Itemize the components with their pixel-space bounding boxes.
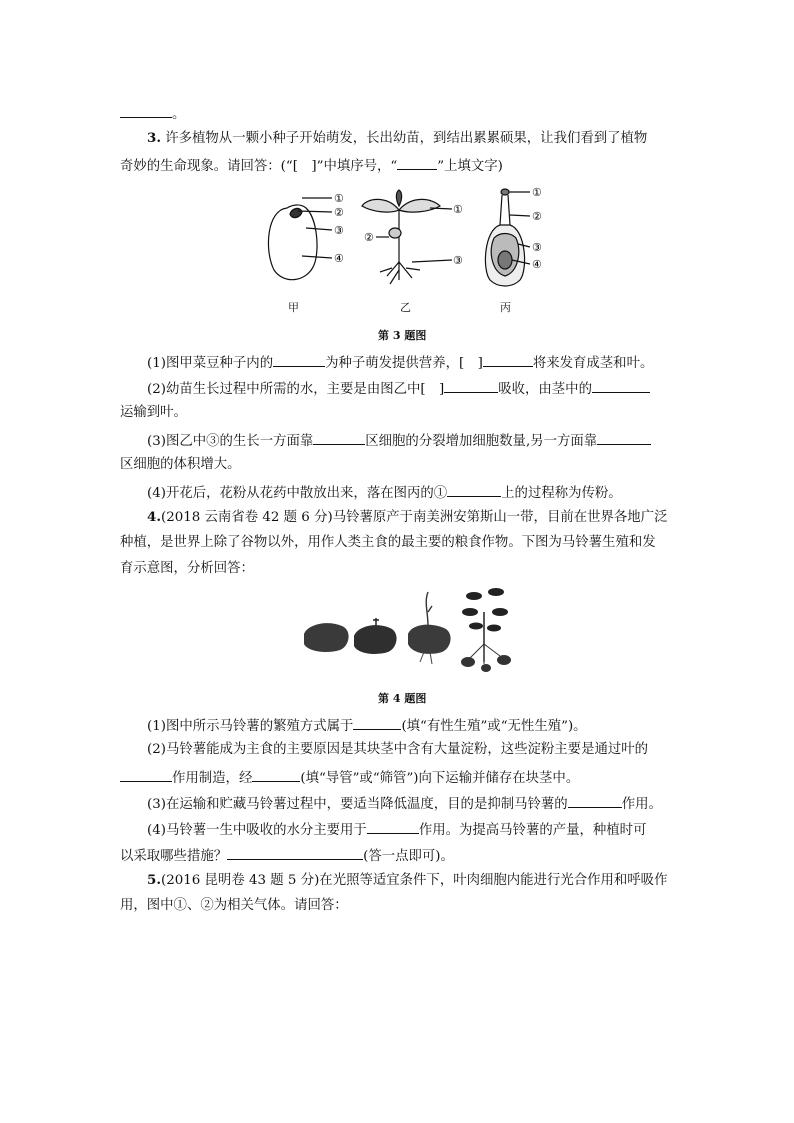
answer-blank	[447, 482, 501, 497]
q4-text: (2018 云南省卷 42 题 6 分)马铃薯原产于南美洲安第斯山一带，目前在世界各地广泛	[160, 510, 668, 525]
q4-figure	[296, 582, 526, 674]
bean-seed-diagram	[268, 198, 332, 280]
previous-question-tail	[120, 103, 185, 124]
q4-sub-2-cont	[120, 767, 579, 788]
q3-sub-3-cont	[120, 456, 241, 474]
answer-blank	[313, 430, 365, 445]
text: (填“有性生殖”或“无性生殖”)。	[401, 719, 587, 734]
potato-stage-3	[408, 592, 451, 664]
text: 运输到叶。	[120, 405, 187, 420]
text: 作用。	[621, 797, 662, 812]
answer-blank	[120, 103, 172, 118]
q5-text: (2016 昆明卷 43 题 5 分)在光照等适宜条件下，叶肉细胞内能进行光合作用和呼吸作	[160, 873, 668, 888]
answer-blank	[367, 819, 419, 834]
marker-2: ②	[334, 206, 344, 219]
marker-2: ②	[364, 231, 374, 244]
q4-sub-4-cont	[120, 845, 454, 866]
answer-blank	[273, 352, 325, 367]
q3-sub-2-cont	[120, 404, 187, 422]
q4-sub-1	[147, 715, 587, 736]
marker-3: ③	[334, 224, 344, 237]
potato-stage-2	[354, 618, 397, 654]
pistil-diagram	[485, 189, 530, 286]
q4-sub-4	[147, 819, 646, 840]
text: (3)图乙中③的生长一方面靠	[147, 434, 314, 449]
q3-text: 许多植物从一颗小种子开始萌发，长出幼苗，到结出累累硕果，让我们看到了植物	[160, 131, 648, 146]
fig-label-jia: 甲	[288, 301, 299, 314]
q4-sub-2: (2)马铃薯能成为主食的主要原因是其块茎中含有大量淀粉，这些淀粉主要是通过叶的	[147, 742, 649, 757]
marker-3: ③	[453, 254, 463, 267]
pistil-markers	[532, 186, 542, 271]
answer-blank	[568, 793, 622, 808]
text: (2)幼苗生长过程中所需的水，主要是由图乙中[ ]	[147, 382, 445, 397]
answer-blank	[252, 767, 300, 782]
q3-sub-4	[147, 482, 622, 503]
marker-4: ④	[334, 252, 344, 265]
text: 为种子萌发提供营养，[ ]	[325, 356, 483, 371]
q5-line-2: 用，图中①、②为相关气体。请回答：	[120, 898, 348, 913]
answer-blank	[483, 352, 533, 367]
text: 区细胞的体积增大。	[120, 457, 241, 472]
q3-instruction-end: ”上填文字)	[437, 159, 503, 174]
figure-caption: 第 4 题图	[378, 692, 427, 705]
punctuation: 。	[172, 107, 186, 122]
marker-4: ④	[532, 258, 542, 271]
answer-blank	[597, 430, 651, 445]
q3-line-2	[120, 155, 503, 176]
marker-1: ①	[532, 186, 542, 199]
text: (1)图中所示马铃薯的繁殖方式属于	[147, 719, 354, 734]
answer-blank	[397, 155, 437, 170]
fig-label-bing: 丙	[500, 301, 511, 314]
potato-stage-4	[461, 588, 511, 672]
text: (填“导管”或“筛管”)向下运输并储存在块茎中。	[300, 771, 580, 786]
marker-2: ②	[532, 210, 542, 223]
text: 作用制造，经	[172, 771, 253, 786]
text: (1)图甲菜豆种子内的	[147, 356, 274, 371]
answer-blank	[227, 845, 363, 860]
figure-caption: 第 3 题图	[378, 329, 427, 342]
q3-sub-1	[147, 352, 653, 373]
marker-3: ③	[532, 241, 542, 254]
question-number: 3.	[147, 130, 161, 146]
question-number: 5.	[147, 872, 161, 888]
text: (答一点即可)。	[363, 849, 454, 864]
q4-line-2: 种植，是世界上除了谷物以外，用作人类主食的最主要的粮食作物。下图为马铃薯生殖和发	[120, 535, 656, 550]
question-number: 4.	[147, 509, 161, 525]
marker-1: ①	[453, 203, 463, 216]
text: 吸收，由茎中的	[498, 382, 592, 397]
text: 将来发育成茎和叶。	[532, 356, 654, 371]
text: (4)开花后，花粉从花药中散放出来，落在图丙的①	[147, 486, 448, 501]
q3-sub-3	[147, 430, 651, 451]
text: (4)马铃薯一生中吸收的水分主要用于	[147, 823, 367, 838]
text: 作用。为提高马铃薯的产量，种植时可	[418, 823, 647, 838]
text: (3)在运输和贮藏马铃薯过程中，要适当降低温度，目的是抑制马铃薯的	[147, 797, 568, 812]
q3-figure	[262, 180, 562, 300]
q3-line-1	[147, 129, 647, 148]
text: 上的过程称为传粉。	[501, 486, 622, 501]
text: 区细胞的分裂增加细胞数量,另一方面靠	[365, 434, 598, 449]
q3-instruction: 奇妙的生命现象。请回答：(“[ ]”中填序号，“	[120, 159, 398, 174]
q4-sub-3	[147, 793, 662, 814]
q4-line-3: 育示意图，分析回答：	[120, 561, 254, 576]
answer-blank	[120, 767, 172, 782]
potato-stage-1	[304, 623, 349, 652]
fig-label-yi: 乙	[400, 301, 411, 314]
marker-1: ①	[334, 192, 344, 205]
seedling-diagram	[362, 190, 452, 284]
q4-line-1	[147, 508, 667, 527]
q3-sub-2	[147, 378, 650, 399]
q5-line-1	[147, 871, 667, 890]
bean-seed-markers	[334, 192, 344, 265]
answer-blank	[353, 715, 401, 730]
answer-blank	[444, 378, 498, 393]
text: 以采取哪些措施？	[120, 849, 228, 864]
answer-blank	[592, 378, 650, 393]
